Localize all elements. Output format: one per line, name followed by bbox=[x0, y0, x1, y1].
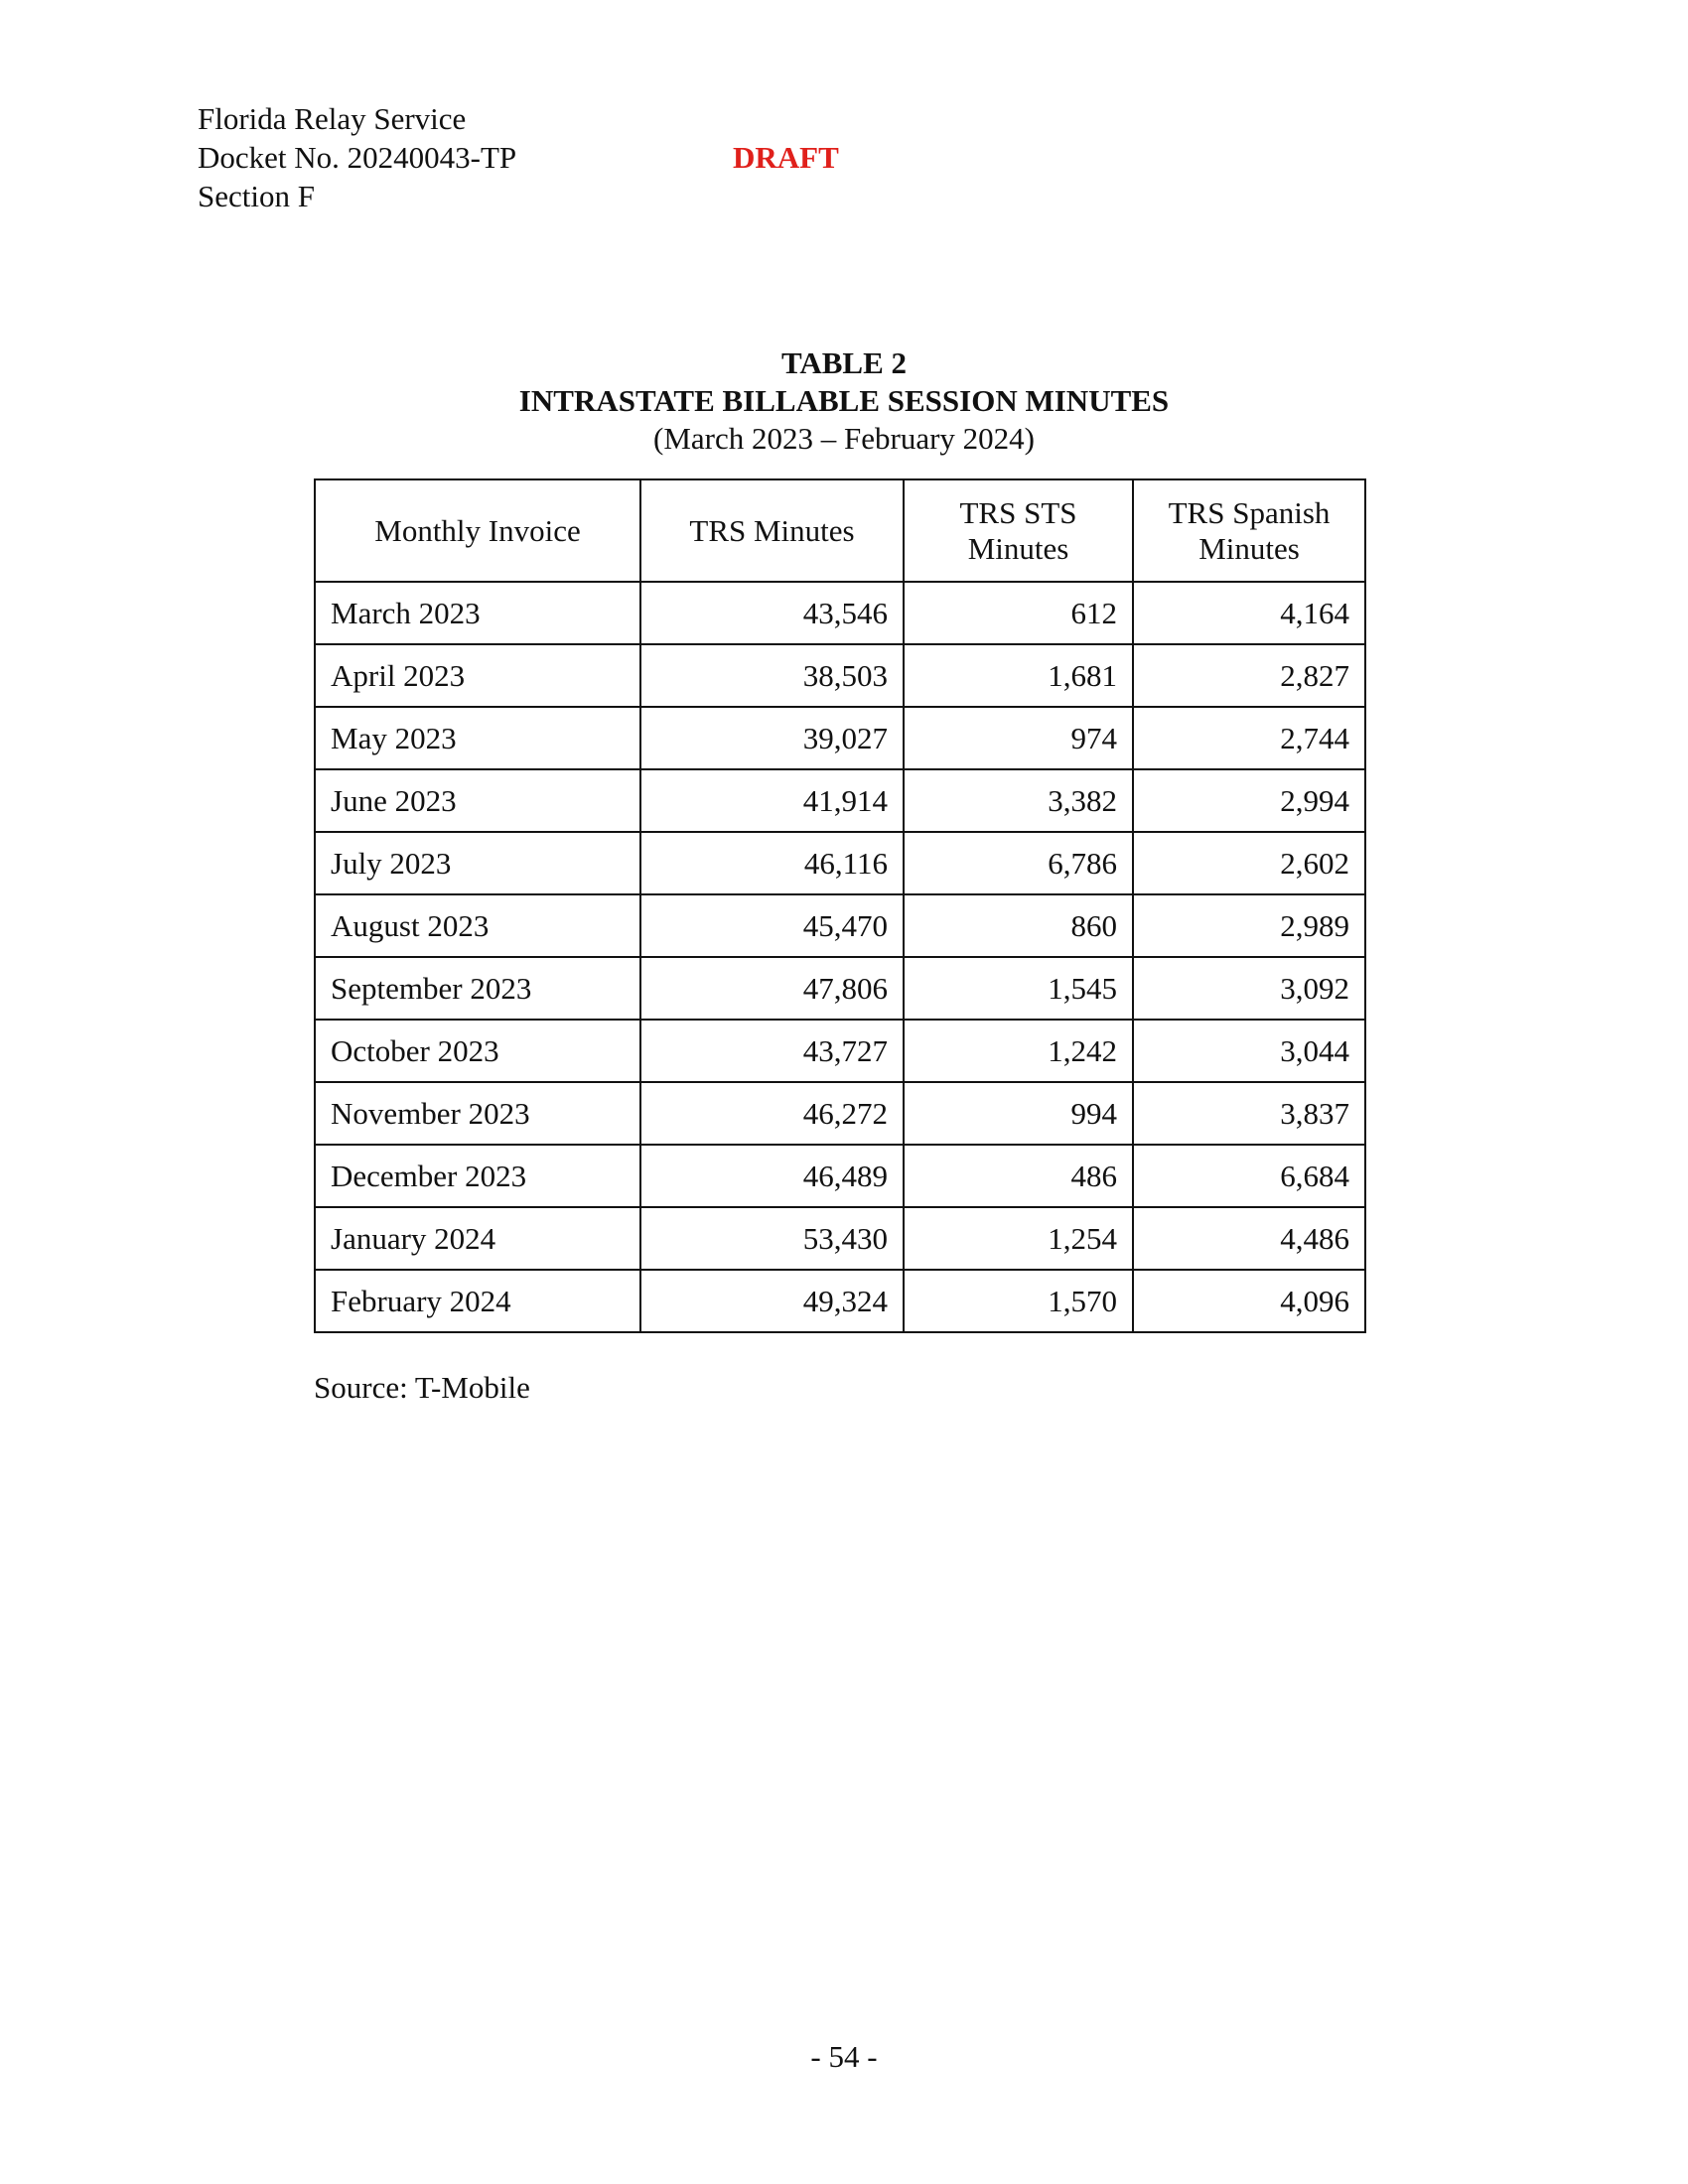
trs-minutes-cell: 49,324 bbox=[640, 1270, 904, 1332]
table-row bbox=[315, 582, 1365, 644]
header-docket-number: Docket No. 20240043-TP bbox=[198, 140, 517, 175]
column-header-monthly-invoice: Monthly Invoice bbox=[315, 479, 640, 582]
trs-sts-minutes-cell: 974 bbox=[904, 707, 1133, 769]
table-row bbox=[315, 1207, 1365, 1270]
trs-sts-minutes-cell: 860 bbox=[904, 894, 1133, 957]
document-header bbox=[198, 99, 516, 215]
table-row bbox=[315, 894, 1365, 957]
table-row bbox=[315, 1082, 1365, 1145]
draft-label: DRAFT bbox=[733, 140, 839, 175]
month-cell: August 2023 bbox=[315, 894, 640, 957]
trs-spanish-minutes-cell: 3,044 bbox=[1133, 1020, 1365, 1082]
table-row bbox=[315, 1270, 1365, 1332]
trs-spanish-minutes-cell: 6,684 bbox=[1133, 1145, 1365, 1207]
trs-sts-minutes-cell: 1,545 bbox=[904, 957, 1133, 1020]
month-cell: November 2023 bbox=[315, 1082, 640, 1145]
trs-sts-minutes-cell: 1,681 bbox=[904, 644, 1133, 707]
trs-sts-minutes-cell: 1,570 bbox=[904, 1270, 1133, 1332]
header-section: Section F bbox=[198, 179, 315, 213]
table-source-note: Source: T-Mobile bbox=[314, 1370, 530, 1405]
trs-spanish-minutes-cell: 3,092 bbox=[1133, 957, 1365, 1020]
table-row bbox=[315, 957, 1365, 1020]
month-cell: October 2023 bbox=[315, 1020, 640, 1082]
month-cell: September 2023 bbox=[315, 957, 640, 1020]
trs-spanish-minutes-cell: 2,602 bbox=[1133, 832, 1365, 894]
month-cell: April 2023 bbox=[315, 644, 640, 707]
table-row bbox=[315, 769, 1365, 832]
table-row bbox=[315, 707, 1365, 769]
trs-sts-minutes-cell: 6,786 bbox=[904, 832, 1133, 894]
month-cell: March 2023 bbox=[315, 582, 640, 644]
trs-minutes-cell: 46,272 bbox=[640, 1082, 904, 1145]
page-number: - 54 - bbox=[810, 2039, 878, 2074]
trs-minutes-cell: 53,430 bbox=[640, 1207, 904, 1270]
trs-minutes-cell: 39,027 bbox=[640, 707, 904, 769]
table-caption bbox=[0, 344, 1688, 458]
trs-sts-minutes-cell: 3,382 bbox=[904, 769, 1133, 832]
trs-sts-minutes-cell: 1,254 bbox=[904, 1207, 1133, 1270]
trs-minutes-cell: 46,489 bbox=[640, 1145, 904, 1207]
trs-spanish-minutes-cell: 4,486 bbox=[1133, 1207, 1365, 1270]
table-subtitle: (March 2023 – February 2024) bbox=[653, 421, 1035, 456]
trs-minutes-cell: 43,546 bbox=[640, 582, 904, 644]
trs-spanish-minutes-cell: 2,989 bbox=[1133, 894, 1365, 957]
table-body bbox=[315, 582, 1365, 1332]
trs-sts-minutes-cell: 994 bbox=[904, 1082, 1133, 1145]
month-cell: May 2023 bbox=[315, 707, 640, 769]
trs-minutes-cell: 38,503 bbox=[640, 644, 904, 707]
trs-minutes-cell: 46,116 bbox=[640, 832, 904, 894]
header-organization: Florida Relay Service bbox=[198, 101, 467, 136]
trs-minutes-cell: 47,806 bbox=[640, 957, 904, 1020]
month-cell: January 2024 bbox=[315, 1207, 640, 1270]
trs-spanish-minutes-cell: 2,994 bbox=[1133, 769, 1365, 832]
table-row bbox=[315, 1145, 1365, 1207]
trs-minutes-cell: 45,470 bbox=[640, 894, 904, 957]
trs-spanish-minutes-cell: 2,744 bbox=[1133, 707, 1365, 769]
trs-spanish-minutes-cell: 4,096 bbox=[1133, 1270, 1365, 1332]
table-row bbox=[315, 1020, 1365, 1082]
column-header-trs-minutes: TRS Minutes bbox=[640, 479, 904, 582]
trs-minutes-cell: 41,914 bbox=[640, 769, 904, 832]
month-cell: June 2023 bbox=[315, 769, 640, 832]
trs-sts-minutes-cell: 486 bbox=[904, 1145, 1133, 1207]
trs-sts-minutes-cell: 1,242 bbox=[904, 1020, 1133, 1082]
month-cell: July 2023 bbox=[315, 832, 640, 894]
trs-sts-minutes-cell: 612 bbox=[904, 582, 1133, 644]
trs-spanish-minutes-cell: 3,837 bbox=[1133, 1082, 1365, 1145]
table-row bbox=[315, 644, 1365, 707]
column-header-trs-spanish-minutes: TRS Spanish Minutes bbox=[1133, 479, 1365, 582]
trs-minutes-cell: 43,727 bbox=[640, 1020, 904, 1082]
table-row bbox=[315, 832, 1365, 894]
trs-spanish-minutes-cell: 4,164 bbox=[1133, 582, 1365, 644]
table-title: INTRASTATE BILLABLE SESSION MINUTES bbox=[518, 383, 1170, 418]
month-cell: February 2024 bbox=[315, 1270, 640, 1332]
trs-spanish-minutes-cell: 2,827 bbox=[1133, 644, 1365, 707]
column-header-trs-sts-minutes: TRS STS Minutes bbox=[904, 479, 1133, 582]
month-cell: December 2023 bbox=[315, 1145, 640, 1207]
table-header-row bbox=[315, 479, 1365, 582]
session-minutes-table bbox=[314, 478, 1366, 1333]
table-number: TABLE 2 bbox=[780, 345, 908, 380]
